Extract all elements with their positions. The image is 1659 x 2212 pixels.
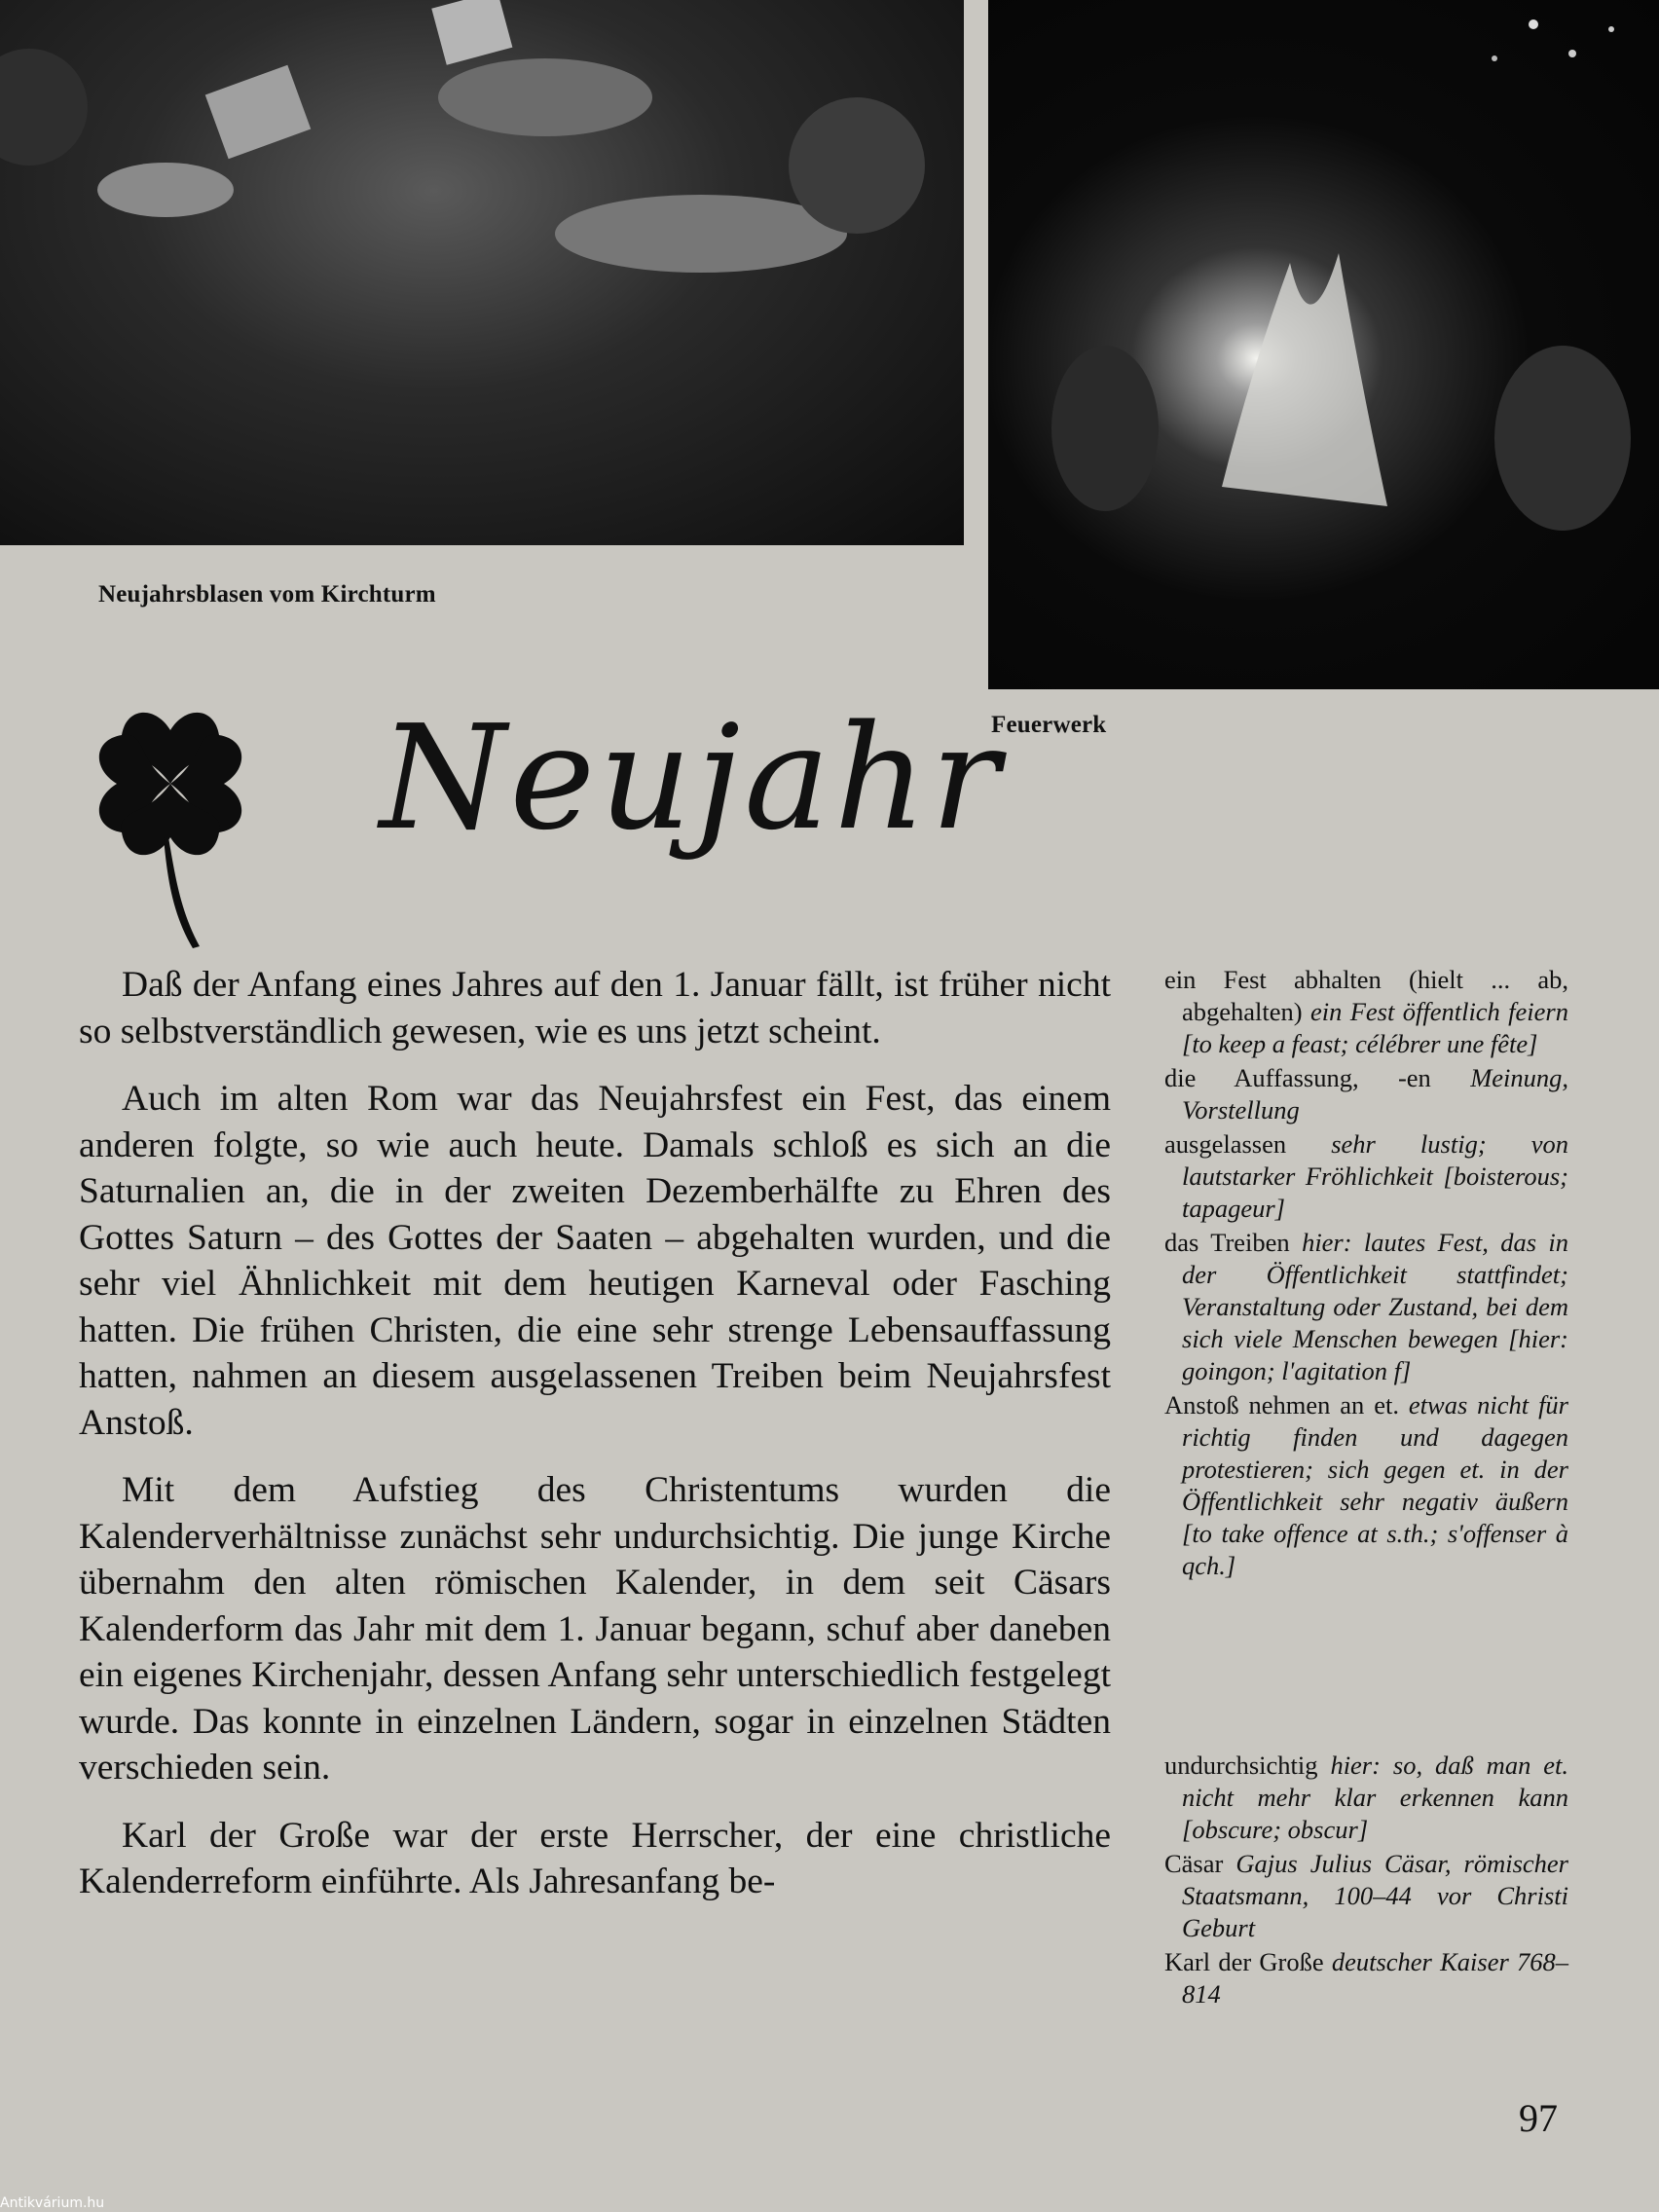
glossary-definition: hier: lautes Fest, das in der Öffentlichkeit stattfindet; Veranstaltung oder Zustand, bei dem sich viele Menschen bewegen [hier: goingon; l'agitation f] <box>1182 1228 1568 1385</box>
spark-shape <box>1568 50 1576 57</box>
spark-shape <box>1492 55 1497 61</box>
glossary-entry <box>1164 1389 1568 1582</box>
person-silhouette-left <box>1051 346 1159 511</box>
glossary-term: undurchsichtig <box>1164 1751 1318 1780</box>
sheet-music-shape <box>205 65 312 160</box>
glossary-definition: etwas nicht für richtig finden und dagegen protestieren; sich gegen et. in der Öffentlichkeit sehr negativ äußern [to take offence at s.th.; s'offenser à qch.] <box>1182 1390 1568 1580</box>
glossary-term: Anstoß nehmen an et. <box>1164 1390 1399 1419</box>
photo-fireworks <box>988 0 1659 689</box>
photo-fireworks-shapes <box>988 0 1659 689</box>
photo-trumpeters <box>0 0 964 545</box>
trumpet-shape <box>97 163 234 217</box>
glossary-term: das Treiben <box>1164 1228 1290 1257</box>
glossary-definition: sehr lustig; von lautstarker Fröhlichkeit [boisterous; tapageur] <box>1182 1129 1569 1223</box>
watermark: Antikvárium.hu <box>0 2195 105 2211</box>
glossary-entry <box>1164 1128 1568 1225</box>
paragraph: Daß der Anfang eines Jahres auf den 1. Januar fällt, ist früher nicht so selbstverständlich gewesen, wie es uns jetzt scheint. <box>79 965 1111 1051</box>
person-silhouette-right <box>1494 346 1631 531</box>
sheet-music-shape <box>431 0 512 65</box>
trumpet-shape <box>438 58 652 136</box>
glossary-term: ein Fest abhalten (hielt ... ab, abgehalten) <box>1164 965 1568 1026</box>
glossary-entry <box>1164 1946 1568 2010</box>
glossary-entry <box>1164 1227 1568 1387</box>
musician-head-shape <box>789 97 925 234</box>
glossary-entry <box>1164 1848 1568 1944</box>
page-title: Neujahr <box>380 694 1004 862</box>
glossary-term: Cäsar <box>1164 1849 1224 1878</box>
photo-trumpeters-shapes <box>0 0 964 545</box>
glossary-term: Karl der Große <box>1164 1947 1324 1976</box>
paragraph: Karl der Große war der erste Herrscher, der eine christliche Kalenderreform einführte. Als Jahresanfang be- <box>79 1815 1111 1901</box>
glossary-definition: deutscher Kaiser 768–814 <box>1182 1947 1568 2009</box>
glossary-top <box>1164 964 1568 1584</box>
glossary-entry <box>1164 964 1568 1060</box>
glossary-definition: hier: so, daß man et. nicht mehr klar erkennen kann [obscure; obscur] <box>1182 1751 1568 1844</box>
paragraph: Auch im alten Rom war das Neujahrsfest ein Fest, das einem anderen folgte, so wie auch heute. Damals schloß es sich an die Saturnalien an, die in der zweiten Dezemberhälfte zu Ehren des Gottes Saturn – des Gottes der Saaten – abgehalten wurden, und die sehr viel Ähnlichkeit mit dem heutigen Karneval oder Fasching hatten. Die frühen Christen, die eine sehr strenge Lebensauffassung hatten, nahmen an diesem ausgelassenen Treiben beim Neujahrsfest Anstoß. <box>79 1079 1111 1443</box>
caption-trumpeters: Neujahrsblasen vom Kirchturm <box>98 581 436 608</box>
article-body <box>79 962 1111 1927</box>
spark-shape <box>1608 26 1614 32</box>
four-leaf-clover-icon <box>78 691 263 949</box>
page-number: 97 <box>1519 2096 1558 2140</box>
musician-head-shape <box>0 49 88 166</box>
glossary-definition: ein Fest öffentlich feiern [to keep a feast; célébrer une fête] <box>1182 997 1568 1058</box>
sparkler-flame-shape <box>1222 253 1387 506</box>
glossary-entry <box>1164 1750 1568 1846</box>
glossary-bottom <box>1164 1750 1568 2012</box>
glossary-definition: Meinung, Vorstellung <box>1182 1063 1569 1124</box>
glossary-term: die Auffassung, -en <box>1164 1063 1431 1092</box>
caption-fireworks: Feuerwerk <box>991 712 1107 738</box>
glossary-entry <box>1164 1062 1568 1126</box>
glossary-definition: Gajus Julius Cäsar, römischer Staatsmann, 100–44 vor Christi Geburt <box>1182 1849 1568 1942</box>
paragraph: Mit dem Aufstieg des Christentums wurden die Kalenderverhältnisse zunächst sehr undurchsichtig. Die junge Kirche übernahm den alten römischen Kalender, in dem seit Cäsars Kalenderform das Jahr mit dem 1. Januar begann, schuf aber daneben ein eigenes Kirchenjahr, dessen Anfang sehr unterschiedlich festgelegt wurde. Das konnte in einzelnen Ländern, sogar in einzelnen Städten verschieden sein. <box>79 1470 1111 1788</box>
spark-shape <box>1529 19 1538 29</box>
glossary-term: ausgelassen <box>1164 1129 1287 1159</box>
